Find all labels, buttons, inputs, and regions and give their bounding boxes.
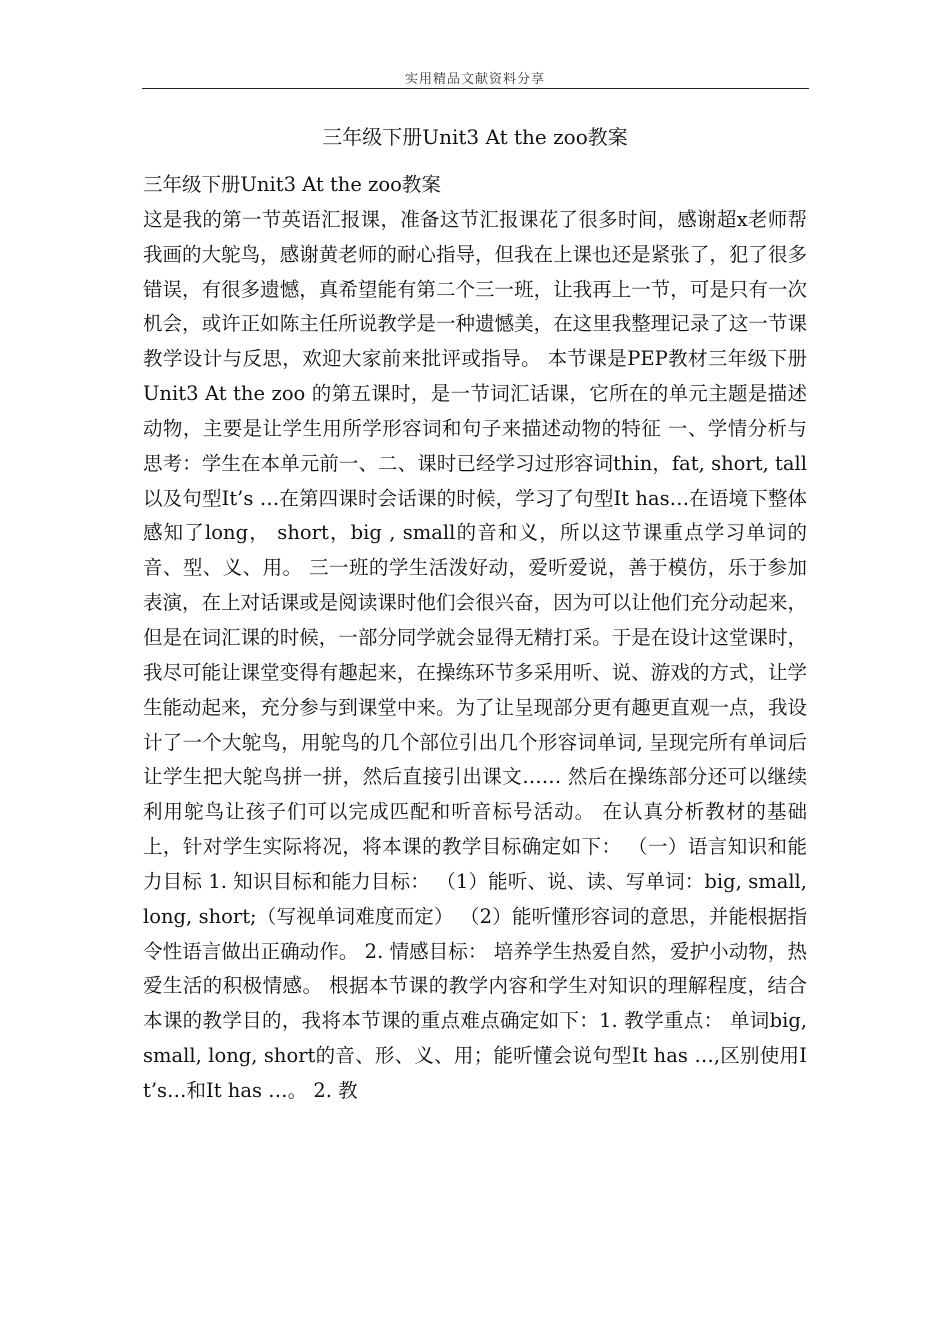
document-body [143,168,807,1109]
document-title: 三年级下册Unit3 At the zoo教案 [322,125,628,149]
body-paragraph: 这是我的第一节英语汇报课，准备这节汇报课花了很多时间，感谢超x老师帮我画的大鸵鸟，感谢黄老师的耐心指导，但我在上课也还是紧张了，犯了很多错误，有很多遗憾，真希望能有第二个三一班，让我再上一节，可是只有一次机会，或许正如陈主任所说教学是一种遗憾美，在这里我整理记录了这一节课教学设计与反思，欢迎大家前来批评或指导。 本节课是PEP教材三年级下册Unit3 At the zoo 的第五课时，是一节词汇话课，它所在的单元主题是描述动物，主要是让学生用所学形容词和句子来描述动物的特征 一、学情分析与思考：学生在本单元前一、二、课时已经学习过形容词thin，fat, short, tall以及句型It’s …在第四课时会话课的时候，学习了句型It has…在语境下整体感知了long， short，big , small的音和义，所以这节课重点学习单词的音、型、义、用。 三一班的学生活泼好动，爱听爱说，善于模仿，乐于参加表演，在上对话课或是阅读课时他们会很兴奋，因为可以让他们充分动起来，但是在词汇课的时候，一部分同学就会显得无精打采。于是在设计这堂课时，我尽可能让课堂变得有趣起来，在操练环节多采用听、说、游戏的方式，让学生能动起来，充分参与到课堂中来。为了让呈现部分更有趣更直观一点，我设计了一个大鸵鸟，用鸵鸟的几个部位引出几个形容词单词, 呈现完所有单词后让学生把大鸵鸟拼一拼，然后直接引出课文…… 然后在操练部分还可以继续利用鸵鸟让孩子们可以完成匹配和听音标号活动。 在认真分析教材的基础上，针对学生实际将况，将本课的教学目标确定如下： （一）语言知识和能力目标 1. 知识目标和能力目标： （1）能听、说、读、写单词：big, small, long, short;（写视单词难度而定） （2）能听懂形容词的意思，并能根据指令性语言做出正确动作。 2. 情感目标： 培养学生热爱自然，爱护小动物，热爱生活的积极情感。 根据本节课的教学内容和学生对知识的理解程度，结合本课的教学目的，我将本节课的重点难点确定如下：1. 教学重点： 单词big, small, long, short的音、形、义、用；能听懂会说句型It has …,区别使用It’s…和It has …。 2. 教 [143,207,807,1102]
header-divider [142,88,809,89]
body-subtitle: 三年级下册Unit3 At the zoo教案 [143,173,441,196]
page-header: 实用精品文献资料分享 [404,72,545,87]
